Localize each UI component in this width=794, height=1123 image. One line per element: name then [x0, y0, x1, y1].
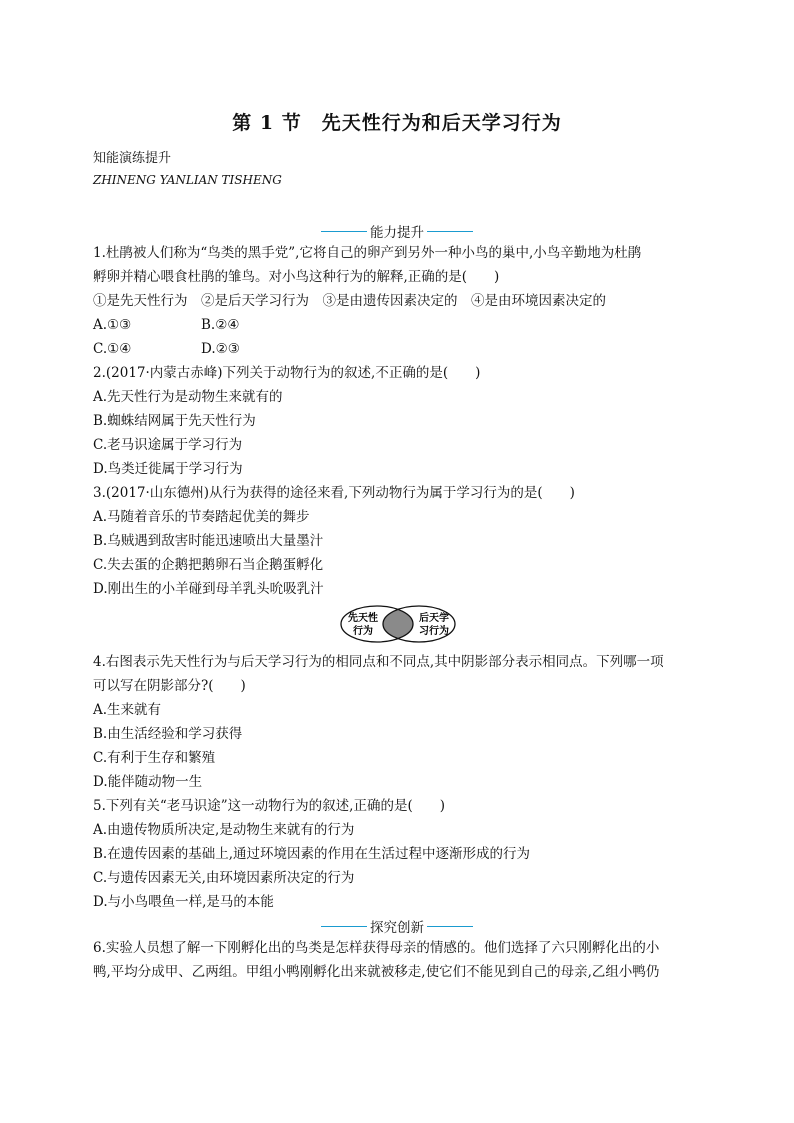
option-a: A.由遗传物质所决定,是动物生来就有的行为: [93, 822, 355, 838]
option-d: D.能伴随动物一生: [93, 774, 203, 790]
question-stem: 5.下列有关“老马识途”这一动物行为的叙述,正确的是( ): [93, 798, 446, 814]
question-stem: 4.右图表示先天性行为与后天学习行为的相同点和不同点,其中阴影部分表示相同点。下列哪一项: [93, 654, 664, 670]
option-b: B.乌贼遇到敌害时能迅速喷出大量墨汁: [93, 533, 324, 549]
option-row: [93, 343, 240, 357]
option-a: A.先天性行为是动物生来就有的: [93, 389, 283, 405]
section-rule-left: [321, 231, 367, 232]
option-b: B.②④: [201, 317, 240, 333]
venn-right-label: 习行为: [419, 626, 449, 637]
option-a: A.马随着音乐的节奏踏起优美的舞步: [93, 509, 310, 525]
subtitle-pinyin: ZHINENG YANLIAN TISHENG: [93, 173, 282, 187]
option-b: B.由生活经验和学习获得: [93, 726, 243, 742]
question-stem: 可以写在阴影部分?( ): [93, 678, 246, 694]
option-c: C.老马识途属于学习行为: [93, 437, 243, 453]
question-text: 6.实验人员想了解一下刚孵化出的鸟类是怎样获得母亲的情感的。他们选择了六只刚孵化出的小: [93, 940, 660, 956]
venn-right-label: 后天学: [419, 613, 449, 624]
option-a: A.生来就有: [93, 702, 162, 718]
subtitle-cn: 知能演练提升: [93, 151, 172, 166]
option-c: C.与遗传因素无关,由环境因素所决定的行为: [93, 870, 355, 886]
section-title: 探究创新: [370, 920, 424, 936]
option-d: D.刚出生的小羊碰到母羊乳头吮吸乳汁: [93, 581, 324, 597]
option-row: [93, 319, 239, 333]
option-b: B.蜘蛛结网属于先天性行为: [93, 413, 256, 429]
option-c: C.失去蛋的企鹅把鹅卵石当企鹅蛋孵化: [93, 557, 324, 573]
question-stem: 3.(2017·山东德州)从行为获得的途径来看,下列动物行为属于学习行为的是( ): [93, 485, 575, 501]
option-d: D.与小鸟喂鱼一样,是马的本能: [93, 894, 274, 910]
section-head-ability: [0, 221, 794, 241]
venn-diagram: [339, 604, 457, 644]
page-title: 第 1 节 先天性行为和后天学习行为: [232, 112, 562, 134]
section-head-explore: [0, 916, 794, 936]
section-rule-right: [427, 926, 473, 927]
question-stem: 孵卵并精心喂食杜鹃的雏鸟。对小鸟这种行为的解释,正确的是( ): [93, 269, 500, 285]
option-b: B.在遗传因素的基础上,通过环境因素的作用在生活过程中逐渐形成的行为: [93, 846, 531, 862]
question-stem: 2.(2017·内蒙古赤峰)下列关于动物行为的叙述,不正确的是( ): [93, 365, 481, 381]
question-stem: 1.杜鹃被人们称为“鸟类的黑手党”,它将自己的卵产到另外一种小鸟的巢中,小鸟辛勤地为杜鹃: [93, 245, 642, 261]
venn-left-label: 先天性: [348, 613, 378, 624]
section-rule-right: [427, 231, 473, 232]
option-d: D.②③: [201, 341, 240, 357]
option-c: C.有利于生存和繁殖: [93, 750, 216, 766]
section-rule-left: [321, 926, 367, 927]
venn-left-label: 行为: [353, 626, 373, 637]
question-items: ①是先天性行为 ②是后天学习行为 ③是由遗传因素决定的 ④是由环境因素决定的: [93, 293, 606, 309]
section-title: 能力提升: [370, 225, 424, 241]
option-d: D.鸟类迁徙属于学习行为: [93, 461, 243, 477]
option-c: C.①④: [93, 341, 132, 357]
option-a: A.①③: [93, 317, 132, 333]
question-text: 鸭,平均分成甲、乙两组。甲组小鸭刚孵化出来就被移走,使它们不能见到自己的母亲,乙组小鸭仍: [93, 964, 660, 980]
